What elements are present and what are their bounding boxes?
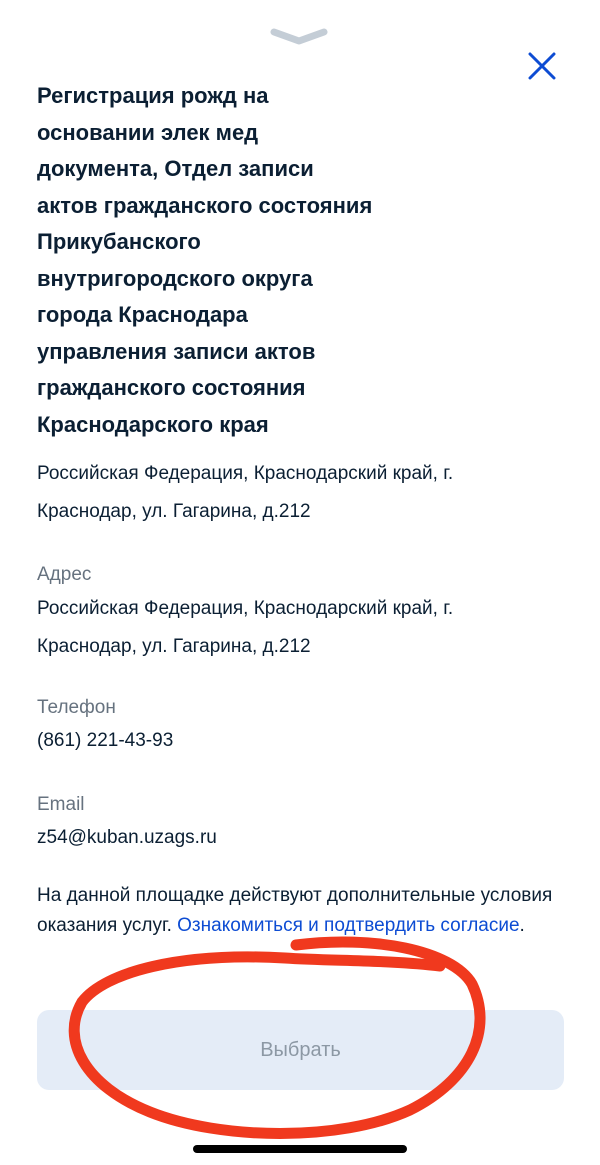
- terms-notice: [37, 881, 557, 941]
- select-button[interactable]: Выбрать: [37, 1010, 564, 1090]
- close-icon: [528, 52, 556, 85]
- email-value[interactable]: z54@kuban.uzags.ru: [37, 827, 217, 848]
- sheet-handle-chevron-down-icon[interactable]: [270, 28, 328, 46]
- home-indicator: [193, 1145, 407, 1153]
- email-field: [37, 791, 557, 857]
- phone-label: Телефон: [37, 697, 116, 718]
- email-label: Email: [37, 794, 85, 815]
- phone-field: [37, 694, 557, 760]
- office-title: Регистрация рожд на основании элек мед документа, Отдел записи актов гражданского состояния Прикубанского внутригородского округа города Краснодара управления записи актов гражданского состояния Краснодарского края: [37, 83, 373, 437]
- address-value: Российская Федерация, Краснодарский край, г. Краснодар, ул. Гагарина, д.212: [37, 598, 454, 657]
- address-field: [37, 561, 557, 666]
- close-button[interactable]: [520, 48, 564, 88]
- phone-value[interactable]: (861) 221-43-93: [37, 730, 174, 751]
- address-label: Адрес: [37, 564, 92, 585]
- terms-link[interactable]: Ознакомиться и подтвердить согласие: [177, 915, 520, 936]
- office-location: Российская Федерация, Краснодарский край, г. Краснодар, ул. Гагарина, д.212: [37, 463, 454, 522]
- terms-text: На данной площадке действуют дополнительные условия оказания услуг.: [37, 885, 553, 936]
- terms-period: .: [519, 915, 525, 936]
